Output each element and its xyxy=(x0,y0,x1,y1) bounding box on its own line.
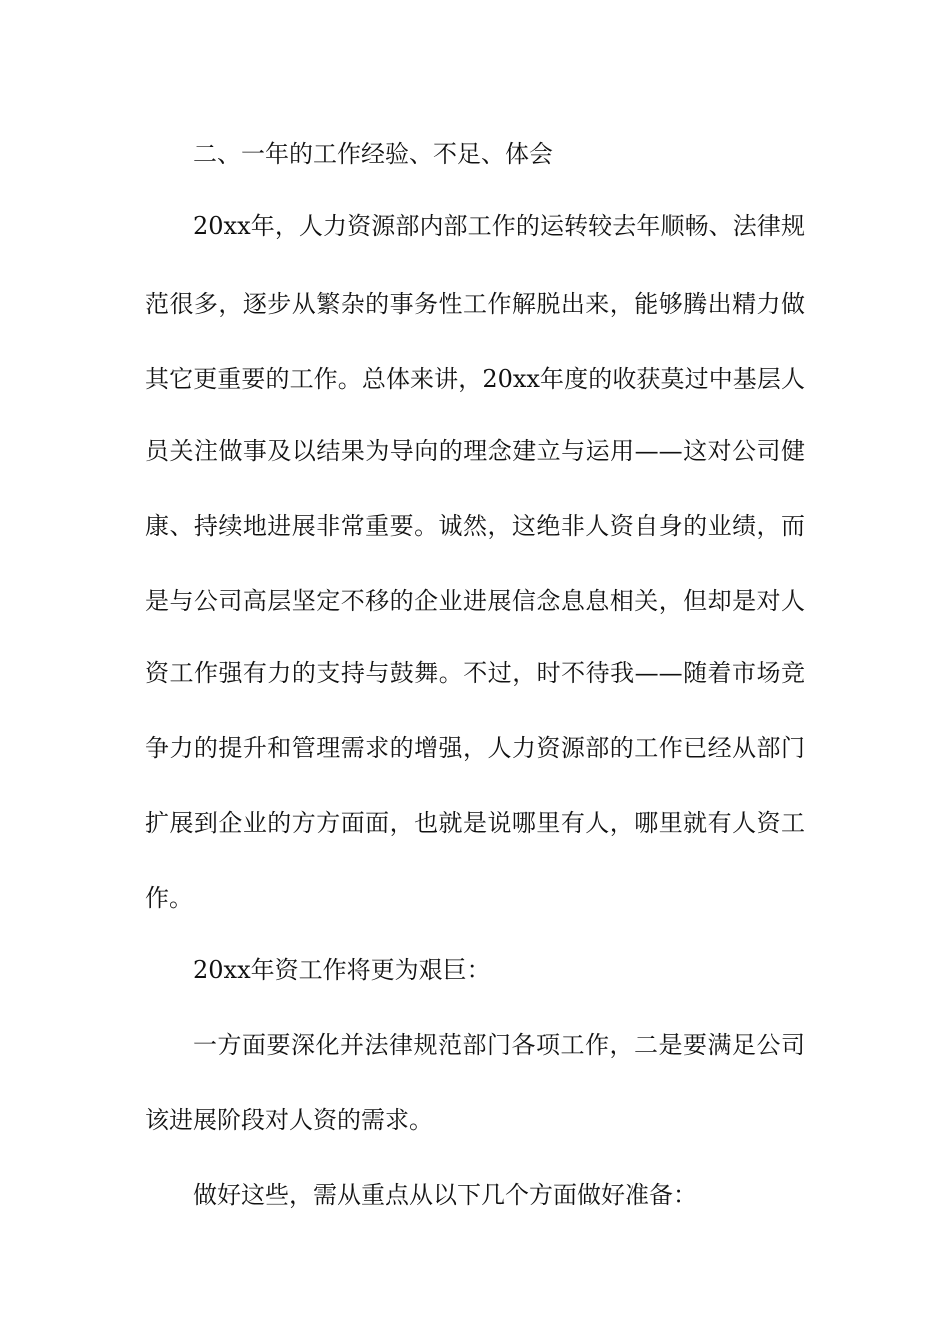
paragraph-line: 是与公司高层坚定不移的企业进展信念息息相关，但却是对人 xyxy=(145,587,805,615)
paragraph-line: 20xx年，人力资源部内部工作的运转较去年顺畅、法律规 xyxy=(193,212,805,240)
paragraph-line: 作。 xyxy=(145,884,193,912)
paragraph-line: 争力的提升和管理需求的增强，人力资源部的工作已经从部门 xyxy=(145,734,805,762)
paragraph-line: 20xx年资工作将更为艰巨： xyxy=(193,956,491,984)
paragraph-line: 其它更重要的工作。总体来讲，20xx年度的收获莫过中基层人 xyxy=(145,365,805,393)
paragraph-line: 资工作强有力的支持与鼓舞。不过，时不待我——随着市场竞 xyxy=(145,659,805,687)
paragraph-line: 扩展到企业的方方面面，也就是说哪里有人，哪里就有人资工 xyxy=(145,809,805,837)
paragraph-line: 做好这些，需从重点从以下几个方面做好准备： xyxy=(193,1181,697,1209)
paragraph-line: 康、持续地进展非常重要。诚然，这绝非人资自身的业绩，而 xyxy=(145,512,805,540)
paragraph-line: 范很多，逐步从繁杂的事务性工作解脱出来，能够腾出精力做 xyxy=(145,290,805,318)
paragraph-line: 该进展阶段对人资的需求。 xyxy=(145,1106,433,1134)
paragraph-line: 一方面要深化并法律规范部门各项工作，二是要满足公司 xyxy=(193,1031,805,1059)
section-heading: 二、一年的工作经验、不足、体会 xyxy=(193,140,553,168)
paragraph-line: 员关注做事及以结果为导向的理念建立与运用——这对公司健 xyxy=(145,437,805,465)
